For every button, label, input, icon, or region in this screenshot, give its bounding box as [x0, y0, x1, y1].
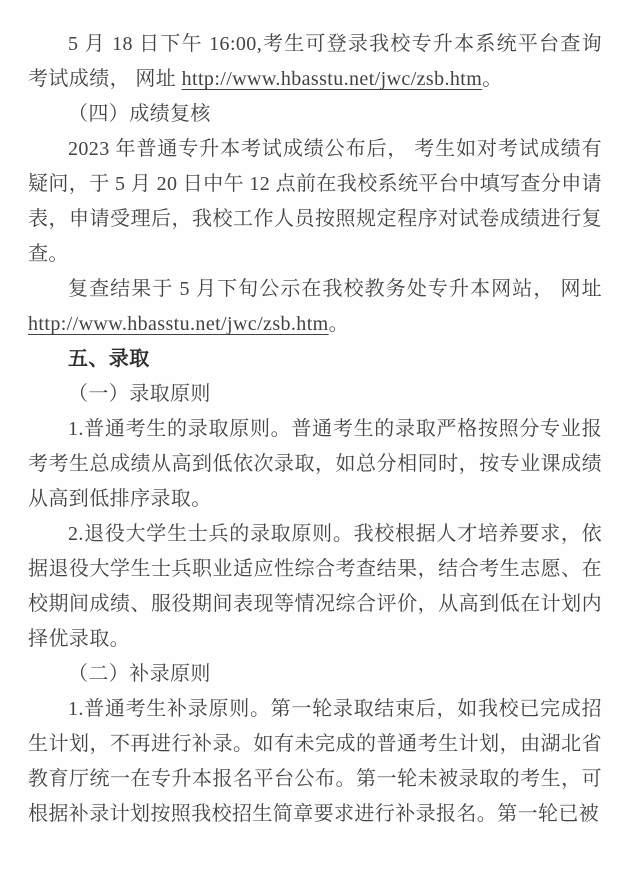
para-review-result: [28, 272, 602, 342]
heading-score-review: （四）成绩复核: [68, 103, 211, 125]
para-score-query-text: 5 月 18 日下午 16:00,考生可登录我校专升本系统平台查询考试成绩， 网址: [28, 33, 602, 90]
para-supplementary-regular: 1.普通考生补录原则。第一轮录取结束后，如我校已完成招生计划，不再进行补录。如有未完成的普通考生计划，由湖北省教育厅统一在专升本报名平台公布。第一轮未被录取的考生，可根据补录计划按照我校招生简章要求进行补录报名。第一轮已被: [28, 698, 602, 825]
para-score-query-period: 。: [482, 68, 503, 90]
para-review-procedure: 2023 年普通专升本考试成绩公布后， 考生如对考试成绩有疑问，于 5 月 20 日中午 12 点前在我校系统平台中填写查分申请表，申请受理后，我校工作人员按照规定程序对试卷成绩进行复查。: [28, 138, 602, 265]
heading-admission-principle: （一）录取原则: [68, 383, 211, 405]
para-review-result-period: 。: [328, 313, 350, 335]
review-result-url[interactable]: http://www.hbasstu.net/jwc/zsb.htm: [28, 313, 329, 335]
para-review-result-text: 复查结果于 5 月下旬公示在我校教务处专升本网站， 网址: [68, 278, 602, 300]
section-heading-admission: 五、录取: [68, 348, 150, 370]
para-admission-veteran: 2.退役大学生士兵的录取原则。我校根据人才培养要求，依据退役大学生士兵职业适应性综合考查结果，结合考生志愿、在校期间成绩、服役期间表现等情况综合评价，从高到低在计划内择优录取。: [28, 523, 602, 650]
heading-supplementary-principle: （二）补录原则: [68, 663, 211, 685]
score-query-url[interactable]: http://www.hbasstu.net/jwc/zsb.htm: [181, 68, 483, 90]
para-admission-regular: 1.普通考生的录取原则。普通考生的录取严格按照分专业报考考生总成绩从高到低依次录取，如总分相同时，按专业课成绩从高到低排序录取。: [28, 418, 602, 510]
para-score-query: [28, 27, 602, 97]
